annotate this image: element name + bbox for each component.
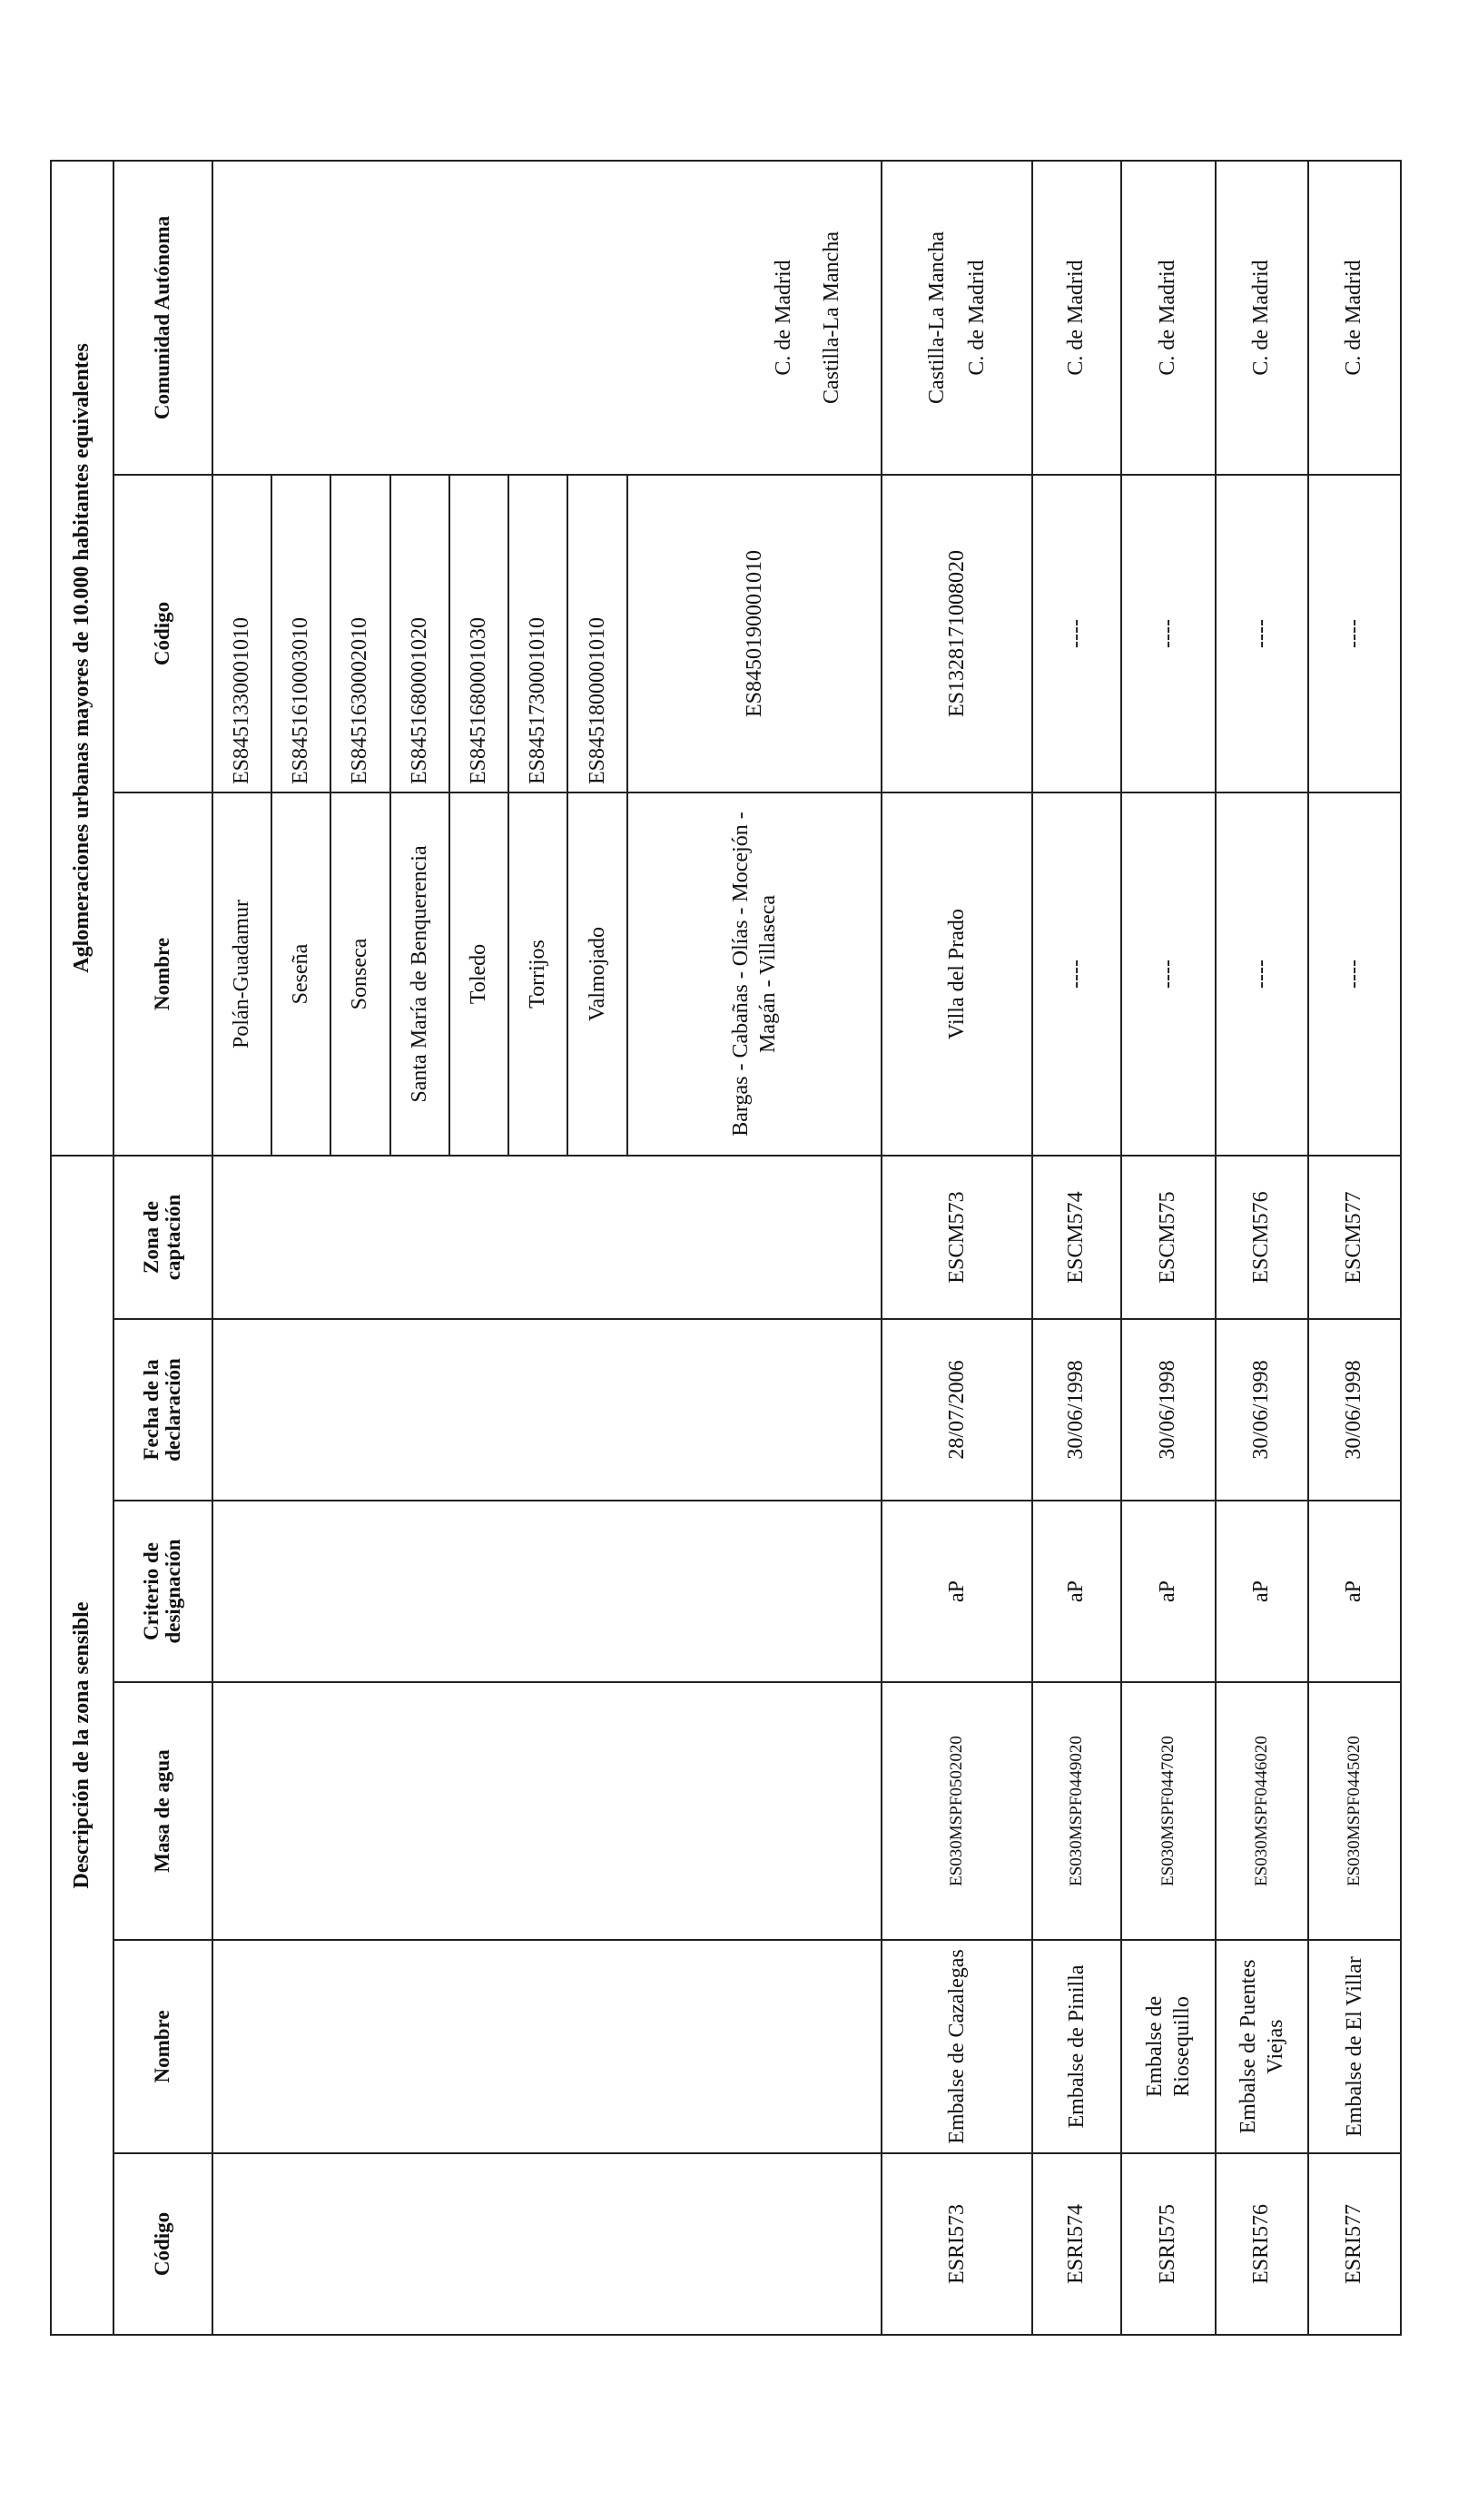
comunidad-line: Castilla-La Mancha — [820, 231, 844, 404]
table-row — [1308, 161, 1401, 2335]
ag-nombre-cell: ---- — [1216, 792, 1308, 1156]
cell-empty — [212, 2153, 882, 2335]
zona-cell: ESCM576 — [1216, 1156, 1308, 1319]
table-row — [1216, 161, 1308, 2335]
ag-codigo-cell: ES8451330001010 — [212, 475, 271, 792]
ag-nombre-cell: ---- — [1308, 792, 1401, 1156]
column-header-row — [113, 161, 212, 2335]
zona-cell: ESCM577 — [1308, 1156, 1401, 1319]
comunidad-cell: C. de Madrid — [1032, 161, 1121, 475]
comunidad-cell — [212, 161, 882, 475]
criterio-cell: aP — [1121, 1501, 1216, 1682]
col-nombre: Nombre — [113, 1940, 212, 2153]
masa-cell: ES030MSPF0447020 — [1121, 1682, 1216, 1940]
cell-empty — [212, 1319, 882, 1501]
comunidad-line: C. de Madrid — [965, 260, 990, 376]
ag-nombre-cell: Seseña — [271, 792, 330, 1156]
comunidad-cell: C. de Madrid — [1216, 161, 1308, 475]
ag-nombre-cell: Sonseca — [330, 792, 389, 1156]
fecha-cell: 30/06/1998 — [1216, 1319, 1308, 1501]
col-comunidad: Comunidad Autónoma — [113, 161, 212, 475]
cell-empty — [212, 1156, 882, 1319]
codigo-cell: ESRI573 — [882, 2153, 1031, 2335]
ag-nombre-cell: Valmojado — [567, 792, 626, 1156]
col-masa: Masa de agua — [113, 1682, 212, 1940]
ag-nombre-cell: Polán-Guadamur — [212, 792, 271, 1156]
cell-empty — [212, 1682, 882, 1940]
comunidad-line: C. de Madrid — [772, 260, 796, 376]
col-codigo: Código — [113, 2153, 212, 2335]
ag-nombre-cell: ---- — [1032, 792, 1121, 1156]
col-ag-codigo: Código — [113, 475, 212, 792]
ag-nombre-cell: Bargas - Cabañas - Olías - Mocejón - Magán - Villaseca — [627, 792, 882, 1156]
ag-codigo-cell: ES8451630002010 — [330, 475, 389, 792]
nombre-cell: Embalse de Puentes Viejas — [1216, 1940, 1308, 2153]
codigo-cell: ESRI575 — [1121, 2153, 1216, 2335]
group-header-row — [51, 161, 113, 2335]
masa-cell: ES030MSPF0445020 — [1308, 1682, 1401, 1940]
ag-codigo-cell: ---- — [1308, 475, 1401, 792]
cell-empty — [212, 1940, 882, 2153]
zona-cell: ESCM575 — [1121, 1156, 1216, 1319]
codigo-cell: ESRI577 — [1308, 2153, 1401, 2335]
ag-nombre-cell: Villa del Prado — [882, 792, 1031, 1156]
zona-cell: ESCM573 — [882, 1156, 1031, 1319]
criterio-cell: aP — [1216, 1501, 1308, 1682]
masa-cell: ES030MSPF0449020 — [1032, 1682, 1121, 1940]
col-zona: Zona de captación — [113, 1156, 212, 1319]
cell-empty — [212, 1501, 882, 1682]
masa-cell: ES030MSPF0502020 — [882, 1682, 1031, 1940]
codigo-cell: ESRI576 — [1216, 2153, 1308, 2335]
nombre-cell: Embalse de Riosequillo — [1121, 1940, 1216, 2153]
ag-nombre-cell: Torrijos — [508, 792, 567, 1156]
col-ag-nombre: Nombre — [113, 792, 212, 1156]
nombre-cell: Embalse de Pinilla — [1032, 1940, 1121, 2153]
ag-codigo-cell: ---- — [1216, 475, 1308, 792]
zona-cell: ESCM574 — [1032, 1156, 1121, 1319]
nombre-cell: Embalse de El Villar — [1308, 1940, 1401, 2153]
ag-codigo-cell: ES8451800001010 — [567, 475, 626, 792]
group-zona-sensible: Descripción de la zona sensible — [51, 1156, 113, 2335]
ag-codigo-cell: ES8451680001020 — [390, 475, 449, 792]
fecha-cell: 30/06/1998 — [1121, 1319, 1216, 1501]
ag-codigo-cell: ES8451730001010 — [508, 475, 567, 792]
ag-codigo-cell: ES8451610003010 — [271, 475, 330, 792]
fecha-cell: 28/07/2006 — [882, 1319, 1031, 1501]
ag-nombre-cell: ---- — [1121, 792, 1216, 1156]
col-fecha: Fecha de la declaración — [113, 1319, 212, 1501]
masa-cell: ES030MSPF0446020 — [1216, 1682, 1308, 1940]
fecha-cell: 30/06/1998 — [1032, 1319, 1121, 1501]
ag-codigo-cell: ---- — [1032, 475, 1121, 792]
table-row — [1032, 161, 1121, 2335]
ag-codigo-cell: ES8450190001010 — [627, 475, 882, 792]
codigo-cell: ESRI574 — [1032, 2153, 1121, 2335]
ag-nombre-cell: Santa María de Benquerencia — [390, 792, 449, 1156]
comunidad-cell — [882, 161, 1031, 475]
ag-codigo-cell: ES8451680001030 — [449, 475, 508, 792]
table-row — [1121, 161, 1216, 2335]
criterio-cell: aP — [1032, 1501, 1121, 1682]
table-row — [882, 161, 1031, 2335]
sensitive-zones-table — [50, 160, 1402, 2336]
ag-nombre-cell: Toledo — [449, 792, 508, 1156]
criterio-cell: aP — [882, 1501, 1031, 1682]
ag-codigo-cell: ES1328171008020 — [882, 475, 1031, 792]
group-aglomeraciones: Aglomeraciones urbanas mayores de 10.000 habitantes equivalentes — [51, 161, 113, 1156]
col-criterio: Criterio de designación — [113, 1501, 212, 1682]
ag-codigo-cell: ---- — [1121, 475, 1216, 792]
comunidad-line: Castilla-La Mancha — [925, 231, 950, 404]
comunidad-cell: C. de Madrid — [1308, 161, 1401, 475]
table-row — [212, 161, 271, 2335]
nombre-cell: Embalse de Cazalegas — [882, 1940, 1031, 2153]
criterio-cell: aP — [1308, 1501, 1401, 1682]
fecha-cell: 30/06/1998 — [1308, 1319, 1401, 1501]
comunidad-cell: C. de Madrid — [1121, 161, 1216, 475]
